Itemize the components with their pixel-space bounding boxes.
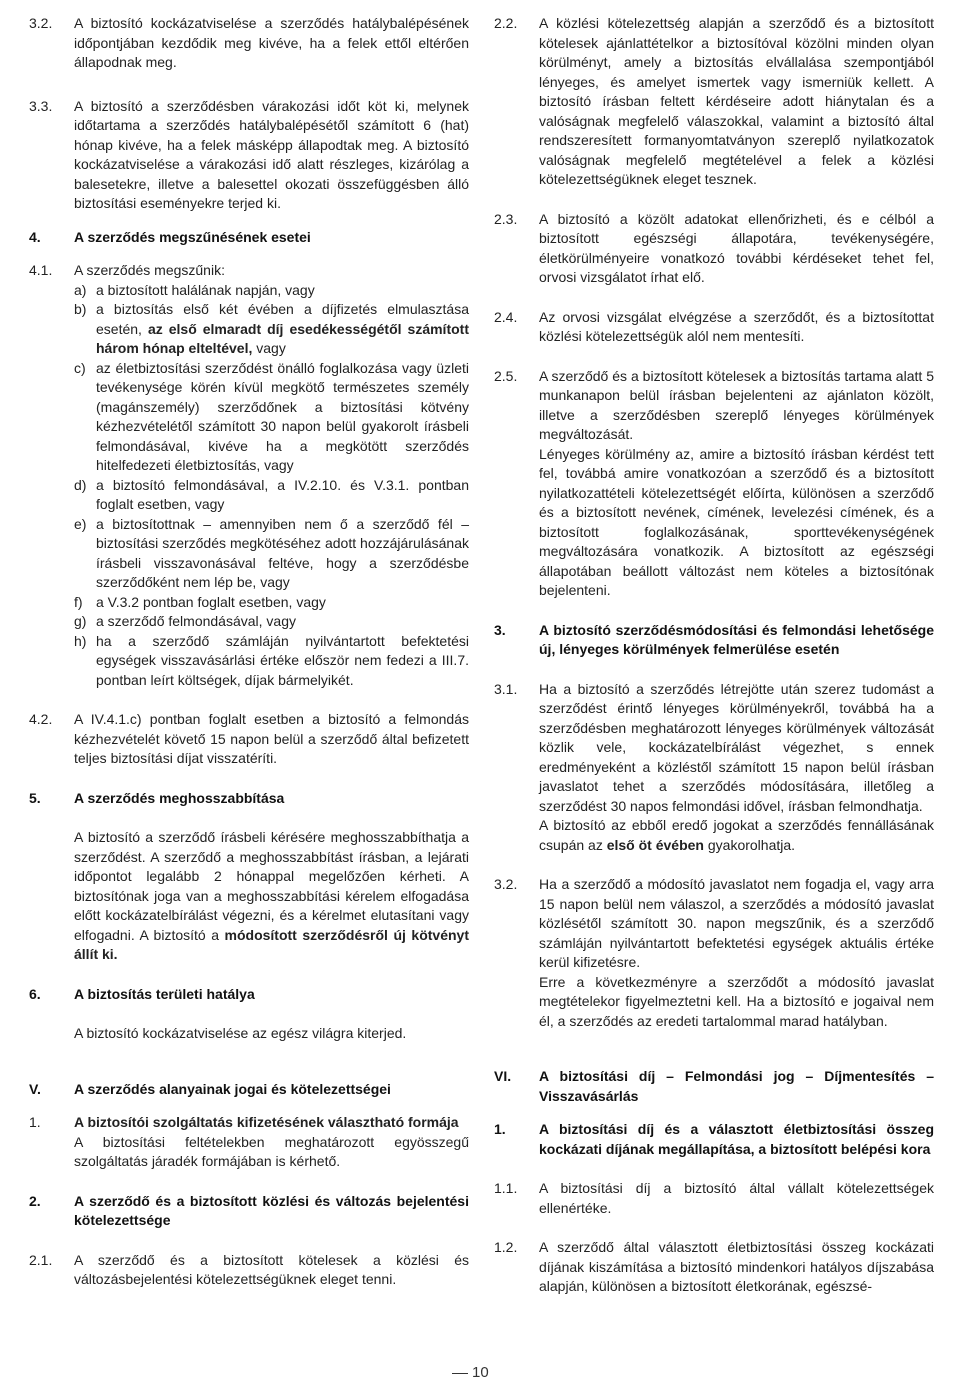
right-column	[494, 14, 934, 1297]
section-number: 3.3.	[29, 97, 53, 114]
section-item	[29, 710, 469, 769]
paragraph	[74, 710, 469, 769]
text-run: a biztosított halálának napján, vagy	[96, 281, 315, 298]
section-body	[74, 228, 469, 248]
emphasis-text: első öt évében	[606, 836, 704, 853]
section-body	[74, 1024, 469, 1044]
text-run: ha a szerződő számláján nyilvántartott befektetési egységek visszavásárlási értéke először nem fedezi a III.7. pontban leírt költségek, díjak bármelyikét.	[96, 632, 469, 688]
list-item	[74, 281, 469, 301]
section-body	[74, 828, 469, 965]
section-heading	[29, 1192, 469, 1231]
paragraph	[539, 680, 934, 817]
paragraph	[74, 1133, 469, 1172]
section-number	[29, 1024, 74, 1044]
text-run: Az orvosi vizsgálat elvégzése a szerződőt, és a biztosítottat közlési kötelezettségük alól nem mentesíti.	[539, 308, 934, 344]
section-item	[494, 308, 934, 347]
list-marker: f)	[74, 593, 83, 610]
section-body	[74, 1251, 469, 1290]
list-item	[74, 593, 469, 613]
text-run: gyakorolhatja.	[703, 836, 796, 853]
section-item	[29, 1251, 469, 1290]
section-number: 3.2.	[29, 15, 53, 31]
paragraph	[74, 261, 469, 281]
text-run: A szerződés megszűnik:	[74, 262, 225, 278]
paragraph	[539, 621, 934, 660]
section-item	[29, 261, 469, 690]
list-marker: a)	[74, 281, 87, 298]
list-text	[96, 632, 469, 691]
section-number: V.	[29, 1080, 41, 1097]
section-number: 4.2.	[29, 711, 53, 727]
section-number: 2.3.	[494, 210, 518, 227]
text-run: a biztosítottnak – amennyiben nem ő a szerződő fél – biztosítási szerződés megkötéséhez adott hozzájárulásának írásbeli visszavonásával feltéve, hogy a szerződésbe szerződőként nem lép be, vagy	[96, 515, 469, 590]
section-number: 2.	[29, 1192, 41, 1209]
text-run: Erre a következményre a szerződőt a módosító javaslat megtételekor figyelmeztetni kell. Ha a biztosító e jogaival nem él, a szerződés az eredeti tartalommal marad hatályban.	[539, 973, 934, 1029]
section-number: 2.1.	[29, 1251, 53, 1268]
left-column	[29, 14, 469, 1290]
list-marker: e)	[74, 515, 87, 532]
section-item	[494, 210, 934, 288]
section-heading	[29, 985, 469, 1005]
text-run: A szerződés alanyainak jogai és kötelezettségei	[74, 1080, 391, 1097]
paragraph	[539, 1067, 934, 1106]
section-number: 6.	[29, 985, 41, 1002]
section-item	[29, 97, 469, 214]
text-run: A biztosító kockázatviselése az egész világra kiterjed.	[74, 1025, 407, 1041]
text-run: A biztosító a szerződésben várakozási időt köt ki, melynek időtartama a szerződés hatálybalépésétől számított 6 (hat) hónap kivéve, ha a felek másképp állapodtak meg. A biztosító kockázatviselése a várakozási idő alatt részleges, kizárólag a balesetekre, illetve a balesettel okozati összefüggésben álló biztosítási eseményekre terjed ki.	[74, 97, 469, 211]
paragraph	[74, 228, 469, 248]
list-text	[96, 476, 469, 515]
text-run: A biztosítási díj a biztosító által vállalt kötelezettségek ellenértéke.	[539, 1180, 934, 1216]
section-number: 2.4.	[494, 308, 518, 325]
section-body	[74, 789, 469, 809]
page-footer	[452, 1364, 489, 1381]
section-body	[539, 1179, 934, 1218]
section-heading	[29, 789, 469, 809]
text-run: a V.3.2 pontban foglalt esetben, vagy	[96, 593, 326, 610]
section-number: 2.2.	[494, 15, 518, 31]
section-item	[494, 1238, 934, 1297]
text-run: A biztosítás területi hatálya	[74, 985, 255, 1002]
paragraph	[539, 1238, 934, 1297]
text-run: Lényeges körülmény az, amire a biztosító írásban kérdést tett fel, továbbá amire vonatkozóan a szerződő és a biztosított nyilatkozattételi kötelezettségét előírta, különösen a szerződő és a biztosított nevének, címének, levelezési címének, és a biztosított foglalkozásának, sporttevékenységének megváltozására vonatkozik. A biztosított az egészségi állapotában beállott változást nem köteles a biztosítónak bejelenteni.	[539, 445, 934, 598]
section-number: 3.	[494, 621, 506, 638]
section-item	[494, 875, 934, 1031]
section-body	[74, 710, 469, 769]
text-run: A szerződő és a biztosított közlési és változás bejelentési kötelezettsége	[74, 1192, 469, 1228]
text-run: a szerződő felmondásával, vagy	[96, 613, 296, 629]
section-item	[494, 680, 934, 856]
list-text	[96, 359, 469, 476]
paragraph	[74, 1251, 469, 1290]
paragraph	[539, 973, 934, 1032]
footer-dash	[452, 1373, 468, 1374]
section-body	[74, 985, 469, 1005]
text-run: A szerződő által választott életbiztosítási összeg kockázati díjának kiszámítása a biztosító mindenkori hatályos díjszabása alapján, különösen a biztosított életkorának, egészsé-	[539, 1239, 934, 1294]
section-heading	[494, 621, 934, 660]
text-run: A biztosítási díj és a választott életbiztosítási összeg kockázati díjának megállapítása, a biztosított belépési kora	[539, 1121, 934, 1157]
section-item	[29, 828, 469, 965]
list-item	[74, 476, 469, 515]
page-number: 10	[472, 1364, 489, 1381]
section-number: VI.	[494, 1068, 512, 1084]
section-number	[29, 828, 74, 965]
section-item	[29, 14, 469, 73]
section-number: 2.5.	[494, 367, 518, 384]
text-run: Ha a biztosító a szerződés létrejötte után szerez tudomást a szerződést érintő lényeges körülményekről, továbbá ha a szerződésben meghatározott lényeges körülmények változását közlik vele, kockázatelbírálást végezhet, s ennek eredményeként a közléstől számított 15 napon belül írásban javaslatot tehet a szerződés módosítására, illetőleg a szerződést 30 napos felmondási idővel, írásban felmondhatja.	[539, 680, 934, 814]
section-body	[539, 680, 934, 856]
paragraph	[539, 210, 934, 288]
emphasis-text: módosított szerződésről új kötvényt állít ki.	[74, 926, 469, 962]
paragraph	[539, 1179, 934, 1218]
paragraph	[74, 1080, 469, 1100]
paragraph	[74, 1192, 469, 1231]
section-body	[539, 367, 934, 601]
text-run: a biztosítás első két évében a díjfizetés elmulasztása esetén,	[96, 301, 469, 337]
text-run: A biztosító szerződésmódosítási és felmondási lehetősége új, lényeges körülmények felmerülése esetén	[539, 621, 934, 657]
list-item	[74, 632, 469, 691]
paragraph	[74, 1113, 469, 1133]
list-text	[96, 593, 469, 613]
paragraph	[539, 14, 934, 190]
list-text	[96, 281, 469, 301]
text-run: A szerződő és a biztosított kötelesek a közlési és változásbejelentési kötelezettségüknek eleget tenni.	[74, 1251, 469, 1287]
section-number: 4.1.	[29, 262, 53, 278]
section-item	[494, 1179, 934, 1218]
list-item	[74, 612, 469, 632]
section-number: 1.1.	[494, 1180, 518, 1196]
paragraph	[74, 985, 469, 1005]
paragraph	[74, 828, 469, 965]
list-marker: b)	[74, 301, 87, 317]
section-body	[74, 14, 469, 73]
section-number: 3.1.	[494, 680, 518, 697]
section-number: 1.	[29, 1114, 41, 1130]
list-text	[96, 300, 469, 359]
section-body	[74, 1080, 469, 1100]
section-body	[539, 1120, 934, 1159]
text-run: A szerződő és a biztosított kötelesek a biztosítás tartama alatt 5 munkanapon belül írásban bejelenteni az ajánlaton közölt, illetve a szerződésben szereplő lényeges körülmények megváltozását.	[539, 367, 934, 442]
emphasis-text: A biztosítói szolgáltatás kifizetésének választható formája	[74, 1114, 459, 1130]
list-item	[74, 300, 469, 359]
section-item	[494, 14, 934, 190]
list-marker: d)	[74, 476, 87, 493]
text-run: vagy	[252, 340, 286, 356]
section-body	[74, 1113, 469, 1172]
paragraph	[539, 1120, 934, 1159]
section-body	[539, 308, 934, 347]
text-run: A biztosító kockázatviselése a szerződés hatálybalépésének időpontjában kezdődik meg kivéve, ha a felek ettől eltérően állapodnak meg.	[74, 15, 469, 70]
paragraph	[74, 14, 469, 73]
text-run: A biztosító a szerződő írásbeli kérésére meghosszabbíthatja a szerződést. A szerződő a meghosszabbítást írásban, a lejárati időpontot legalább 2 hónappal megelőzően kérheti. A biztosítónak joga van a meghosszabbítási kérelem elfogadása előtt kockázatelbírálást végezni, és a kérelmet elutasítani vagy elfogadni. A biztosító a	[74, 829, 469, 943]
text-run: A biztosító a közölt adatokat ellenőrizheti, és e célból a biztosított egészségi állapotára, tevékenységére, életkörülményeire vonatkozó további kérdéseket tehet fel, orvosi vizsgálatot írhat elő.	[539, 210, 934, 285]
paragraph	[539, 367, 934, 445]
text-run: A biztosítási díj – Felmondási jog – Díjmentesítés – Visszavásárlás	[539, 1068, 934, 1104]
paragraph	[74, 1024, 469, 1044]
section-heading	[494, 1120, 934, 1159]
list-item	[74, 359, 469, 476]
section-item	[29, 1113, 469, 1172]
text-run: A biztosító az ebből eredő jogokat a szerződés fennállásának csupán az	[539, 817, 934, 853]
section-body	[539, 875, 934, 1031]
section-heading	[494, 1067, 934, 1106]
paragraph	[539, 875, 934, 973]
section-body	[74, 1192, 469, 1231]
emphasis-text: az első elmaradt díj esedékességétől számított három hónap elteltével,	[96, 320, 469, 356]
section-number: 1.	[494, 1121, 506, 1137]
paragraph	[539, 308, 934, 347]
section-number: 4.	[29, 228, 41, 245]
section-item	[29, 1024, 469, 1044]
text-run: az életbiztosítási szerződést önálló foglalkozása vagy üzleti tevékenysége körén kívül megkötő természetes személy (magánszemély) szerződőnek a biztosítási kötvény kézhezvételétől számított 30 napon belül gyakorolt írásbeli felmondásával, kivéve ha a megkötött szerződés hitelfedezeti életbiztosítás, vagy	[96, 359, 469, 473]
text-run: Ha a szerződő a módosító javaslatot nem fogadja el, vagy arra 15 napon belül nem válaszol, a szerződés a módosító javaslat közlésétől számított 30. napon megszűnik, és a szerződő számláján nyilvántartott befektetési egységek aktuális értéke kerül kifizetésre.	[539, 876, 934, 970]
paragraph	[74, 97, 469, 214]
list-marker: g)	[74, 613, 87, 629]
section-body	[539, 14, 934, 190]
text-run: A közlési kötelezettség alapján a szerződő és a biztosított kötelesek ajánlattételkor a biztosítóval közölni minden olyan körülményt, amely a biztosítás elvállalása szempontjából lényeges, és amelyet ismertek vagy ismerniük kellett. A biztosító írásban feltett kérdéseire adott hiánytalan és a valóságnak megfelelő válaszokkal, valamint a biztosító által rendszeresített formanyomtatványon szereplő nyilatkozatok valóságnak megfelelő megtételével a felek a közlési kötelezettségüknek eleget tesznek.	[539, 15, 934, 187]
section-body	[74, 97, 469, 214]
paragraph	[74, 789, 469, 809]
paragraph	[539, 445, 934, 601]
text-run: A szerződés meghosszabbítása	[74, 789, 285, 806]
section-number: 1.2.	[494, 1239, 518, 1255]
section-body	[539, 1238, 934, 1297]
section-item	[494, 367, 934, 601]
section-body	[539, 210, 934, 288]
text-run: A IV.4.1.c) pontban foglalt esetben a biztosító a felmondás kézhezvételét követő 15 napon belül a szerződő által befizetett teljes biztosítási díjat visszatéríti.	[74, 711, 469, 766]
text-run: a biztosító felmondásával, a IV.2.10. és V.3.1. pontban foglalt esetben, vagy	[96, 476, 469, 512]
section-body	[539, 1067, 934, 1106]
list-marker: h)	[74, 632, 87, 649]
list-item	[74, 515, 469, 593]
section-number: 5.	[29, 789, 41, 806]
list-marker: c)	[74, 359, 86, 376]
section-body	[539, 621, 934, 660]
section-number: 3.2.	[494, 876, 518, 892]
text-run: A szerződés megszűnésének esetei	[74, 228, 311, 245]
text-run: A biztosítási feltételekben meghatározott egyösszegű szolgáltatás járadék formájában is kérhető.	[74, 1133, 469, 1169]
section-heading	[29, 228, 469, 248]
section-heading	[29, 1080, 469, 1100]
section-body	[74, 261, 469, 690]
list-text	[96, 515, 469, 593]
list-text	[96, 612, 469, 632]
paragraph	[539, 816, 934, 855]
